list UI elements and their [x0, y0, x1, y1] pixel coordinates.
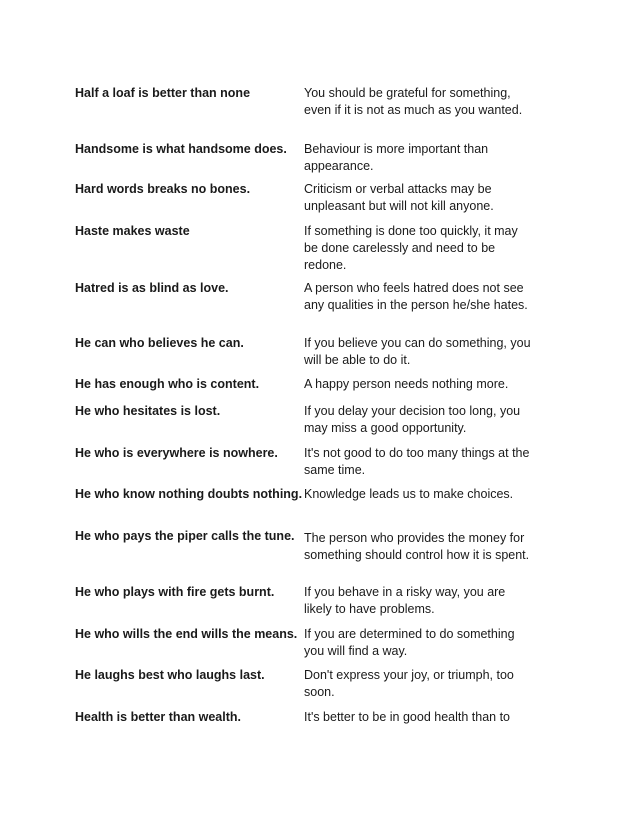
meaning-text: The person who provides the money for something should control how it is spent. — [304, 531, 530, 562]
proverb-text: He can who believes he can. — [75, 336, 244, 350]
proverb-text: Hatred is as blind as love. — [75, 281, 229, 295]
proverb-text: He who know nothing doubts nothing. — [75, 487, 303, 501]
meaning-text: It's better to be in good health than to — [304, 710, 511, 724]
proverb-table — [75, 85, 545, 736]
table-row — [75, 486, 545, 528]
proverb-text: Haste makes waste — [75, 224, 190, 238]
proverb-text: Handsome is what handsome does. — [75, 142, 287, 156]
table-row — [75, 667, 545, 709]
table-row — [75, 335, 545, 376]
proverb-text: He who pays the piper calls the tune. — [75, 529, 295, 543]
proverb-text: He who is everywhere is nowhere. — [75, 446, 278, 460]
table-row — [75, 85, 545, 141]
meaning-text: It's not good to do too many things at the same time. — [304, 446, 530, 477]
table-row — [75, 181, 545, 223]
proverb-text: He who plays with fire gets burnt. — [75, 585, 275, 599]
table-row — [75, 280, 545, 335]
table-row — [75, 709, 545, 736]
meaning-text: You should be grateful for something, even if it is not as much as you wanted. — [304, 86, 523, 117]
table-row — [75, 445, 545, 486]
table-row — [75, 223, 545, 280]
proverb-text: He laughs best who laughs last. — [75, 668, 265, 682]
meaning-text: If something is done too quickly, it may be done carelessly and need to be redone. — [304, 224, 518, 272]
proverb-text: He has enough who is content. — [75, 377, 260, 391]
table-row — [75, 584, 545, 626]
table-row — [75, 528, 545, 584]
proverb-text: Health is better than wealth. — [75, 710, 242, 724]
meaning-text: A happy person needs nothing more. — [304, 377, 509, 391]
table-row — [75, 403, 545, 445]
meaning-text: If you believe you can do something, you will be able to do it. — [304, 336, 531, 367]
meaning-text: A person who feels hatred does not see any qualities in the person he/she hates. — [304, 281, 528, 312]
proverb-text: Hard words breaks no bones. — [75, 182, 251, 196]
meaning-text: If you delay your decision too long, you may miss a good opportunity. — [304, 404, 521, 435]
meaning-text: If you are determined to do something you will find a way. — [304, 627, 515, 658]
meaning-text: Behaviour is more important than appearance. — [304, 142, 489, 173]
proverb-text: He who hesitates is lost. — [75, 404, 221, 418]
table-row — [75, 141, 545, 181]
table-row — [75, 626, 545, 667]
proverb-text: He who wills the end wills the means. — [75, 627, 298, 641]
meaning-text: Don't express your joy, or triumph, too soon. — [304, 668, 514, 699]
proverb-text: Half a loaf is better than none — [75, 86, 251, 100]
meaning-text: If you behave in a risky way, you are likely to have problems. — [304, 585, 506, 616]
meaning-text: Criticism or verbal attacks may be unpleasant but will not kill anyone. — [304, 182, 494, 213]
meaning-text: Knowledge leads us to make choices. — [304, 487, 514, 501]
table-row — [75, 376, 545, 403]
